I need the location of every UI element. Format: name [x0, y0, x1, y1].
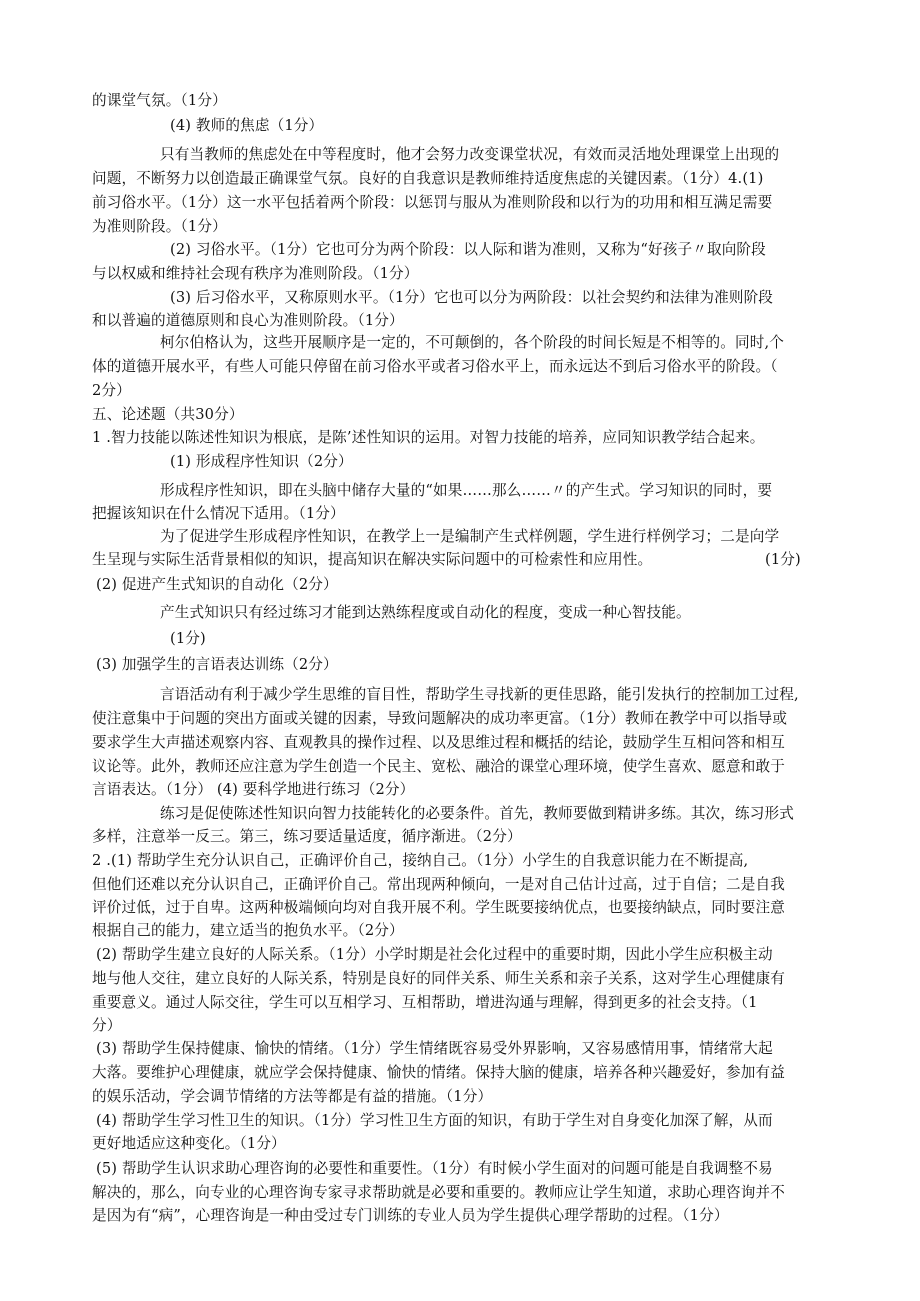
text-line: 解决的，那么，向专业的心理咨询专家寻求帮助就是必要和重要的。教师应让学生知道，求助心理咨询并不 — [92, 1184, 785, 1201]
text-line: 地与他人交往，建立良好的人际关系，特别是良好的同伴关系、师生关系和亲子关系，这对学生心理健康有 — [92, 970, 785, 987]
text-line: (2) 帮助学生建立良好的人际关系。（1分）小学时期是社会化过程中的重要时期，因此小学生应积极主动 — [96, 946, 773, 963]
text-line: 的娱乐活动，学会调节情绪的方法等都是有益的措施。（1分） — [92, 1088, 493, 1105]
text-line: (4) 教师的焦虑（1分） — [170, 117, 324, 134]
text-line: 大落。要维护心理健康，就应学会保持健康、愉快的情绪。保持大脑的健康，培养各种兴趣爱好，参加有益 — [92, 1064, 785, 1081]
text-line: 和以普遍的道德原则和良心为准则阶段。（1分） — [92, 312, 404, 329]
text-line: (5) 帮助学生认识求助心理咨询的必要性和重要性。（1分）有时候小学生面对的问题可能是自我调整不易 — [96, 1160, 773, 1177]
text-line: 问题，不断努力以创造最正确课堂气氛。良好的自我意识是教师维持适度焦虑的关键因素。（1分）4.(1) — [92, 170, 764, 187]
text-line: 言语活动有利于减少学生思维的盲目性，帮助学生寻找新的更佳思路，能引发执行的控制加工过程, — [160, 686, 799, 703]
text-line: 分） — [92, 1017, 122, 1034]
text-line: 是因为有“病”，心理咨询是一种由受过专门训练的专业人员为学生提供心理学帮助的过程。（1分） — [92, 1207, 729, 1224]
text-line: (3) 加强学生的言语表达训练（2分） — [96, 656, 338, 673]
text-line: (3) 帮助学生保持健康、愉快的情绪。（1分）学生情绪既容易受外界影响，又容易感情用事，情绪常大起 — [96, 1040, 773, 1057]
text-line: 更好地适应这种变化。（1分） — [92, 1135, 286, 1152]
text-line: 议论等。此外，教师还应注意为学生创造一个民主、宽松、融洽的课堂心理环境，使学生喜欢、愿意和敢于 — [92, 758, 785, 775]
text-line: (2) 促进产生式知识的自动化（2分） — [96, 576, 338, 593]
text-line: 生呈现与实际生活背景相似的知识，提高知识在解决实际问题中的可检索性和应用性。 — [92, 551, 653, 568]
text-line: 只有当教师的焦虑处在中等程度时，他才会努力改变课堂状况，有效而灵活地处理课堂上出现的 — [160, 146, 780, 163]
text-line: 形成程序性知识，即在头脑中储存大量的“如果……那么……〃的产生式。学习知识的同时，要 — [160, 482, 773, 499]
section-heading: 五、论述题（共30分） — [92, 406, 244, 423]
text-line: 练习是促使陈述性知识向智力技能转化的必要条件。首先，教师要做到精讲多练。其次，练习形式 — [160, 805, 794, 822]
text-line: 产生式知识只有经过练习才能到达熟练程度或自动化的程度，变成一种心智技能。 — [160, 604, 691, 621]
text-line: 把握该知识在什么情况下适用。（1分） — [92, 505, 345, 522]
score-note: (1分) — [765, 551, 801, 568]
text-line: 多样，注意举一反三。第三，练习要适量适度，循序渐进。（2分） — [92, 828, 522, 845]
text-line: 使注意集中于问题的突出方面或关键的因素，导致问题解决的成功率更富。（1分）教师在教学中可以指导或 — [92, 710, 788, 727]
score-note: (1分) — [170, 630, 206, 647]
text-line: 与以权威和维持社会现有秩序为准则阶段。（1分） — [92, 265, 419, 282]
text-line: 2 .(1) 帮助学生充分认识自己，正确评价自己，接纳自己。（1分）小学生的自我意识能力在不断提高, — [92, 852, 749, 869]
text-line: 重要意义。通过人际交往，学生可以互相学习、互相帮助，增进沟通与理解，得到更多的社会支持。（1 — [92, 994, 758, 1011]
text-line: (2) 习俗水平。（1分）它也可分为两个阶段：以人际和谐为准则，又称为“好孩子〃取向阶段 — [170, 241, 766, 258]
text-line: 前习俗水平。（1分）这一水平包括着两个阶段：以惩罚与服从为准则阶段和以行为的功用和相互满足需要 — [92, 194, 773, 211]
text-line: 为了促进学生形成程序性知识，在教学上一是编制产生式样例题，学生进行样例学习；二是向学 — [160, 528, 780, 545]
text-line: 体的道德开展水平，有些人可能只停留在前习俗水平或者习俗水平上，而永远达不到后习俗水平的阶段。（ — [92, 358, 778, 375]
text-line: 根据自己的能力，建立适当的抱负水平。（2分） — [92, 922, 404, 939]
text-line: 要求学生大声描述观察内容、直观教具的操作过程、以及思维过程和概括的结论，鼓励学生互相问答和相互 — [92, 734, 785, 751]
text-line: 评价过低，过于自卑。这两种极端倾向均对自我开展不利。学生既要接纳优点，也要接纳缺点，同时要注意 — [92, 899, 785, 916]
text-line: (1) 形成程序性知识（2分） — [170, 453, 353, 470]
text-line: (3) 后习俗水平，又称原则水平。（1分）它也可以分为两阶段：以社会契约和法律为准则阶段 — [170, 289, 774, 306]
text-line: 柯尔伯格认为，这些开展顺序是一定的，不可颠倒的，各个阶段的时间长短是不相等的。同时,个 — [160, 334, 785, 351]
text-line: (4) 帮助学生学习性卫生的知识。（1分）学习性卫生方面的知识，有助于学生对自身变化加深了解，从而 — [96, 1112, 773, 1129]
text-line: 但他们还难以充分认识自己，正确评价自己。常出现两种倾向，一是对自己估计过高，过于自信；二是自我 — [92, 876, 785, 893]
text-line: 的课堂气氛。（1分） — [92, 92, 227, 109]
text-line: 言语表达。（1分） (4) 要科学地进行练习（2分） — [92, 781, 415, 798]
text-line: 2分） — [92, 382, 131, 399]
text-line: 为准则阶段。（1分） — [92, 218, 227, 235]
text-line: 1 .智力技能以陈述性知识为根底，是陈’述性知识的运用。对智力技能的培养，应同知识教学结合起来。 — [92, 429, 765, 446]
